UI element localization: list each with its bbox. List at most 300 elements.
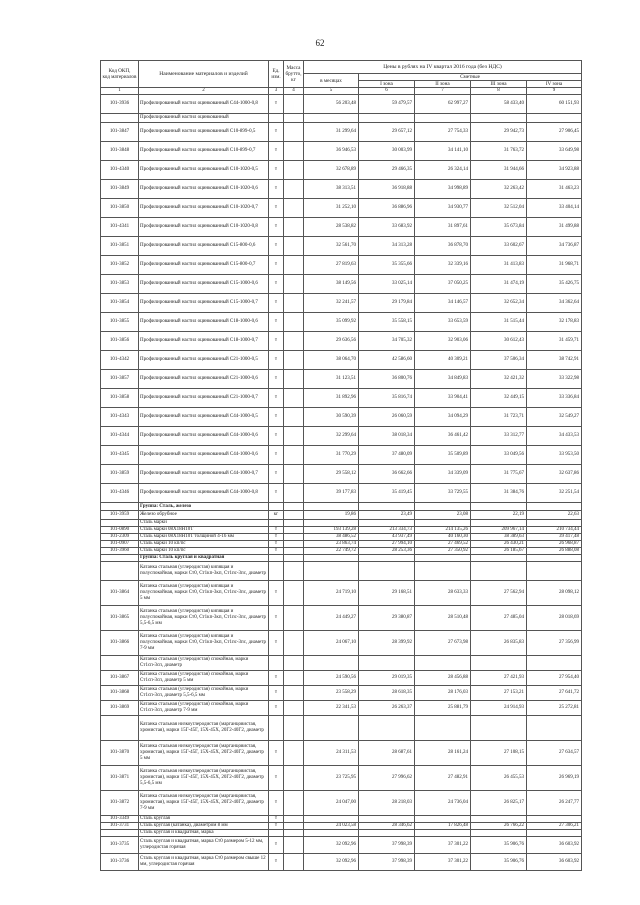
cell-price: 32 512,04 — [471, 199, 527, 218]
cell-code: 101-3864 — [101, 581, 139, 606]
cell-price: 31 499,88 — [527, 218, 582, 237]
cell-price — [359, 656, 415, 671]
cell-code: 101-0907 — [101, 541, 139, 548]
cell-code: 101-3850 — [101, 199, 139, 218]
cell-mass — [284, 631, 304, 656]
cell-price: 27 153,21 — [471, 686, 527, 701]
cell-price: 27 641,72 — [527, 686, 582, 701]
cell-price: 31 892,96 — [304, 389, 359, 408]
column-number: 8 — [471, 88, 527, 95]
cell-price: 28 346,62 — [359, 823, 415, 830]
cell-price: 27 994,10 — [359, 541, 415, 548]
cell-mass — [284, 123, 304, 142]
cell-price — [304, 555, 359, 562]
cell-mass — [284, 830, 304, 837]
cell-price: 27 954,40 — [527, 671, 582, 686]
cell-name: Катанка стальная низкоуглеродистая (марганцовистая, хромистая), марки 15Г-45Г, 15Х-45Х, 20Г2-40Г2, диаметр — [139, 716, 269, 741]
cell-price: 24 719,10 — [304, 581, 359, 606]
cell-code — [101, 830, 139, 837]
cell-price — [359, 520, 415, 527]
cell-unit: т — [269, 766, 284, 791]
cell-price — [527, 555, 582, 562]
cell-name: Катанка стальная (углеродистая) спокойная, марки Ст1сп-3сп, диаметр 5,5-6,5 мм — [139, 686, 269, 701]
cell-code: 101-3870 — [101, 741, 139, 766]
cell-code — [101, 555, 139, 562]
cell-price: 32 903,06 — [415, 332, 471, 351]
cell-unit: т — [269, 95, 284, 114]
cell-name: Профилированный настил оцинкованный С44-1000-0,8 — [139, 484, 269, 503]
cell-price: 34 141,10 — [415, 142, 471, 161]
cell-name: Катанка стальная (углеродистая) спокойная, марки Ст1сп-3сп, диаметр 7-9 мм — [139, 701, 269, 716]
cell-code: 101-3849 — [101, 180, 139, 199]
cell-unit — [269, 656, 284, 671]
table-row — [101, 503, 582, 511]
table-row — [101, 218, 582, 237]
cell-unit: т — [269, 837, 284, 854]
table-row — [101, 465, 582, 484]
cell-price: 33 312,77 — [471, 427, 527, 446]
table-row — [101, 237, 582, 256]
cell-price: 27 819,63 — [304, 256, 359, 275]
cell-unit: т — [269, 701, 284, 716]
cell-price: 35 816,74 — [359, 389, 415, 408]
cell-price: 38 149,56 — [304, 275, 359, 294]
cell-name: Профилированный настил оцинкованный С15-800-0,7 — [139, 256, 269, 275]
cell-mass — [284, 548, 304, 555]
cell-unit — [269, 830, 284, 837]
cell-price: 28 618,35 — [359, 686, 415, 701]
cell-mass — [284, 332, 304, 351]
cell-unit: т — [269, 427, 284, 446]
table-row — [101, 294, 582, 313]
table-row — [101, 548, 582, 555]
cell-name: Сталь круглая и квадратная, марка — [139, 830, 269, 837]
cell-unit: т — [269, 180, 284, 199]
cell-price: 32 178,83 — [527, 313, 582, 332]
cell-name: Катанка стальная (углеродистая) кипящая и полуспокойная, марки Ст0, Ст1кп-3кп, Ст1пс-3пс, диаметр 5 мм — [139, 581, 269, 606]
cell-price: 19,86 — [304, 511, 359, 520]
cell-price: 23 558,29 — [304, 686, 359, 701]
cell-price: 24 590,56 — [304, 671, 359, 686]
table-row — [101, 671, 582, 686]
cell-price: 39 177,83 — [304, 484, 359, 503]
cell-mass — [284, 716, 304, 741]
cell-code: 101-3867 — [101, 671, 139, 686]
cell-price — [415, 562, 471, 581]
cell-price — [304, 562, 359, 581]
cell-price: 38 389,63 — [471, 534, 527, 541]
cell-price — [527, 562, 582, 581]
cell-price: 33 404,14 — [527, 199, 582, 218]
cell-unit: т — [269, 218, 284, 237]
cell-price: 33 649,98 — [527, 142, 582, 161]
cell-price: 35 419,45 — [359, 484, 415, 503]
cell-price: 24 023,58 — [304, 823, 359, 830]
cell-code: 101-4344 — [101, 427, 139, 446]
cell-mass — [284, 294, 304, 313]
cell-price: 28 538,82 — [304, 218, 359, 237]
cell-price: 34 362,64 — [527, 294, 582, 313]
column-number: 4 — [284, 88, 304, 95]
cell-price: 22 749,72 — [304, 548, 359, 555]
cell-price: 24 914,93 — [471, 701, 527, 716]
table-header — [101, 61, 582, 95]
cell-code: 101-3868 — [101, 686, 139, 701]
header-name: Наименование материалов и изделий — [139, 61, 269, 88]
cell-name: Профилированный настил оцинкованный С44-1000-0,5 — [139, 408, 269, 427]
cell-price: 24 311,53 — [304, 741, 359, 766]
cell-price: 31 463,23 — [527, 180, 582, 199]
cell-price: 26 185,67 — [471, 548, 527, 555]
table-row — [101, 520, 582, 527]
cell-mass — [284, 503, 304, 511]
cell-price: 210 734,44 — [527, 527, 582, 534]
cell-code: 101-3736 — [101, 854, 139, 871]
cell-code: 101-4341 — [101, 218, 139, 237]
table-row — [101, 701, 582, 716]
cell-price: 23,49 — [359, 511, 415, 520]
cell-price: 22 341,53 — [304, 701, 359, 716]
cell-name: Профилированный настил оцинкованный С10-1020-0,5 — [139, 161, 269, 180]
cell-price — [471, 114, 527, 123]
cell-price: 26 835,83 — [471, 631, 527, 656]
column-number: 1 — [101, 88, 139, 95]
cell-unit — [269, 562, 284, 581]
cell-unit: т — [269, 854, 284, 871]
cell-price: 26 455,53 — [471, 766, 527, 791]
cell-price: 28 510,48 — [415, 606, 471, 631]
cell-code — [101, 656, 139, 671]
cell-price — [471, 520, 527, 527]
cell-unit: т — [269, 161, 284, 180]
cell-mass — [284, 854, 304, 871]
cell-price — [471, 656, 527, 671]
cell-price: 34 705,32 — [359, 332, 415, 351]
cell-unit: т — [269, 237, 284, 256]
cell-price: 31 123,51 — [304, 370, 359, 389]
table-body — [101, 95, 582, 871]
cell-code: 101-3851 — [101, 237, 139, 256]
cell-mass — [284, 237, 304, 256]
cell-code: 101-3735 — [101, 837, 139, 854]
table-row — [101, 716, 582, 741]
cell-price: 33 049,56 — [471, 446, 527, 465]
cell-price: 29 466,35 — [359, 161, 415, 180]
table-row — [101, 686, 582, 701]
table-row — [101, 656, 582, 671]
header-zone-1: I зона — [359, 81, 415, 88]
cell-price: 27 562,94 — [471, 581, 527, 606]
cell-code: 101-3871 — [101, 766, 139, 791]
cell-code: 101-3866 — [101, 631, 139, 656]
cell-mass — [284, 823, 304, 830]
cell-name: Сталь марки 10 кп/пс — [139, 541, 269, 548]
cell-name: Группа: Сталь круглая и квадратная — [139, 555, 269, 562]
cell-price — [359, 816, 415, 823]
cell-price: 213 334,73 — [359, 527, 415, 534]
cell-mass — [284, 370, 304, 389]
header-mass: Масса брутто, кг — [284, 61, 304, 88]
cell-price: 31 384,76 — [471, 484, 527, 503]
table-row — [101, 527, 582, 534]
cell-price: 32 299,64 — [304, 427, 359, 446]
cell-price — [359, 562, 415, 581]
cell-price: 36 878,70 — [415, 237, 471, 256]
cell-name: Сталь круглая и квадратная, марка Ст0 размером 5-12 мм, углеродистая горячая — [139, 837, 269, 854]
cell-price: 31 763,72 — [471, 142, 527, 161]
cell-price: 27 634,57 — [527, 741, 582, 766]
cell-mass — [284, 656, 304, 671]
cell-code: 101-3858 — [101, 389, 139, 408]
cell-price — [415, 520, 471, 527]
table-row — [101, 332, 582, 351]
cell-name: Профилированный настил оцинкованный С15-1000-0,6 — [139, 275, 269, 294]
cell-price: 34 094,29 — [415, 408, 471, 427]
cell-price: 26 968,87 — [527, 541, 582, 548]
cell-price: 35 426,75 — [527, 275, 582, 294]
table-row — [101, 854, 582, 871]
cell-name: Катанка стальная (углеродистая) кипящая и полуспокойная, марки Ст0, Ст1кп-3кп, Ст1пс-3пс, диаметр 5,5-6,5 мм — [139, 606, 269, 631]
cell-price — [415, 555, 471, 562]
cell-price — [415, 114, 471, 123]
table-row — [101, 581, 582, 606]
cell-price: 33 602,67 — [471, 237, 527, 256]
cell-price: 27 485,04 — [471, 606, 527, 631]
cell-price: 27 754,33 — [415, 123, 471, 142]
cell-price — [471, 503, 527, 511]
table-row — [101, 606, 582, 631]
cell-price: 34 930,77 — [415, 199, 471, 218]
cell-price: 62 997,27 — [415, 95, 471, 114]
table-row — [101, 142, 582, 161]
cell-mass — [284, 741, 304, 766]
cell-name: Сталь марки — [139, 520, 269, 527]
cell-price: 37 050,25 — [415, 275, 471, 294]
cell-price: 34 849,83 — [415, 370, 471, 389]
table-row — [101, 816, 582, 823]
cell-price: 37 301,22 — [415, 837, 471, 854]
cell-unit: т — [269, 313, 284, 332]
cell-unit — [269, 520, 284, 527]
cell-unit: т — [269, 294, 284, 313]
cell-price: 33 904,41 — [415, 389, 471, 408]
cell-price: 33 025,14 — [359, 275, 415, 294]
cell-mass — [284, 275, 304, 294]
cell-unit: т — [269, 484, 284, 503]
cell-price: 33 322,98 — [527, 370, 582, 389]
cell-unit: т — [269, 370, 284, 389]
cell-price: 31 413,83 — [471, 256, 527, 275]
cell-price — [359, 716, 415, 741]
cell-price: 34 433,53 — [527, 427, 582, 446]
table-row — [101, 562, 582, 581]
cell-price: 29 019,35 — [359, 671, 415, 686]
header-unit: Ед. изм. — [269, 61, 284, 88]
cell-unit: т — [269, 581, 284, 606]
cell-unit: кг — [269, 511, 284, 520]
table-row — [101, 837, 582, 854]
cell-price: 32 652,34 — [471, 294, 527, 313]
cell-price: 37 506,34 — [471, 351, 527, 370]
table-row — [101, 161, 582, 180]
cell-price: 58 433,40 — [471, 95, 527, 114]
cell-name: Сталь марки 10 кп/пс — [139, 548, 269, 555]
cell-name: Профилированный настил оцинкованный С15-1000-0,7 — [139, 294, 269, 313]
cell-price — [471, 562, 527, 581]
header-price-base: в месяцах — [304, 74, 359, 88]
cell-price: 34 313,28 — [359, 237, 415, 256]
cell-mass — [284, 114, 304, 123]
cell-price — [415, 830, 471, 837]
cell-unit: т — [269, 541, 284, 548]
cell-mass — [284, 520, 304, 527]
cell-mass — [284, 555, 304, 562]
table-row — [101, 427, 582, 446]
cell-price: 34 339,09 — [415, 465, 471, 484]
cell-price — [527, 830, 582, 837]
cell-price: 31 897,61 — [415, 218, 471, 237]
cell-name: Профилированный настил оцинкованный С44-1000-0,7 — [139, 465, 269, 484]
cell-price: 28 687,61 — [359, 741, 415, 766]
cell-name: Профилированный настил оцинкованный С10-1020-0,7 — [139, 199, 269, 218]
cell-price: 36 800,76 — [359, 370, 415, 389]
cell-price: 32 241,57 — [304, 294, 359, 313]
cell-code: 101-3859 — [101, 465, 139, 484]
cell-name: Профилированный настил оцинкованный С44-1000-0,6 — [139, 427, 269, 446]
cell-price: 59 479,57 — [359, 95, 415, 114]
cell-price: 32 449,15 — [471, 389, 527, 408]
cell-price: 26 969,19 — [527, 766, 582, 791]
cell-price: 22,63 — [527, 511, 582, 520]
table-row — [101, 351, 582, 370]
cell-mass — [284, 199, 304, 218]
cell-price: 29 636,56 — [304, 332, 359, 351]
cell-name: Катанка стальная (углеродистая) спокойная, марки Ст1сп-3сп, диаметр 5 мм — [139, 671, 269, 686]
cell-code: 101-3960 — [101, 548, 139, 555]
cell-name: Сталь круглая — [139, 816, 269, 823]
table-row — [101, 123, 582, 142]
cell-unit: т — [269, 142, 284, 161]
cell-mass — [284, 161, 304, 180]
cell-name: Катанка стальная низкоуглеродистая (марганцовистая, хромистая), марки 15Г-45Г, 15Х-45Х, 20Г2-40Г2, диаметр 7-9 мм — [139, 791, 269, 816]
cell-mass — [284, 686, 304, 701]
cell-code: 101-3855 — [101, 313, 139, 332]
cell-price: 209 967,14 — [471, 527, 527, 534]
header-prices: Цены в рублях на IV квартал 2016 года (без НДС) — [304, 61, 582, 74]
cell-name: Профилированный настил оцинкованный С15-800-0,6 — [139, 237, 269, 256]
page-number: 62 — [315, 38, 325, 48]
cell-price: 30 612,43 — [471, 332, 527, 351]
cell-code: 101-4345 — [101, 446, 139, 465]
cell-price: 29 179,84 — [359, 294, 415, 313]
cell-mass — [284, 142, 304, 161]
cell-price: 29 942,73 — [471, 123, 527, 142]
cell-price — [527, 816, 582, 823]
cell-price: 32 251,54 — [527, 484, 582, 503]
cell-unit: т — [269, 527, 284, 534]
cell-unit: т — [269, 686, 284, 701]
cell-unit: т — [269, 791, 284, 816]
cell-price: 33 336,84 — [527, 389, 582, 408]
cell-unit: т — [269, 332, 284, 351]
cell-mass — [284, 816, 304, 823]
cell-mass — [284, 511, 304, 520]
table-row — [101, 370, 582, 389]
cell-unit: т — [269, 351, 284, 370]
table-row — [101, 313, 582, 332]
cell-code — [101, 503, 139, 511]
cell-price: 26 263,37 — [359, 701, 415, 716]
cell-price — [471, 816, 527, 823]
cell-mass — [284, 484, 304, 503]
cell-code: 101-4342 — [101, 351, 139, 370]
cell-price: 37 480,09 — [359, 446, 415, 465]
cell-price — [415, 816, 471, 823]
cell-price: 36 946,53 — [304, 142, 359, 161]
table-row — [101, 766, 582, 791]
cell-price — [527, 503, 582, 511]
cell-unit — [269, 555, 284, 562]
cell-code — [101, 114, 139, 123]
cell-unit: т — [269, 199, 284, 218]
cell-code: 101-3872 — [101, 791, 139, 816]
cell-unit: т — [269, 123, 284, 142]
cell-mass — [284, 527, 304, 534]
cell-price: 31 944,66 — [471, 161, 527, 180]
cell-code: 101-3853 — [101, 275, 139, 294]
cell-name: Катанка стальная (углеродистая) кипящая и полуспокойная, марки Ст0, Ст1кп-3кп, Ст1пс-3пс, диаметр 7-9 мм — [139, 631, 269, 656]
column-numbers-row — [101, 88, 582, 95]
cell-mass — [284, 427, 304, 446]
cell-price: 40 309,21 — [415, 351, 471, 370]
cell-price — [304, 114, 359, 123]
cell-price: 60 151,93 — [527, 95, 582, 114]
cell-price: 28 456,88 — [415, 671, 471, 686]
cell-price: 27 673,98 — [415, 631, 471, 656]
cell-unit: т — [269, 823, 284, 830]
cell-price: 24 449,27 — [304, 606, 359, 631]
cell-price: 30 003,99 — [359, 142, 415, 161]
cell-code: 101-3865 — [101, 606, 139, 631]
cell-unit: т — [269, 534, 284, 541]
header-zone-3: III зона — [471, 81, 527, 88]
cell-price: 31 459,71 — [527, 332, 582, 351]
cell-price: 32 339,16 — [415, 256, 471, 275]
cell-price: 33 683,92 — [359, 218, 415, 237]
cell-code — [101, 716, 139, 741]
cell-unit: т — [269, 275, 284, 294]
cell-price: 26 247,77 — [527, 791, 582, 816]
cell-mass — [284, 534, 304, 541]
cell-price — [471, 555, 527, 562]
cell-mass — [284, 256, 304, 275]
cell-price: 36 461,42 — [415, 427, 471, 446]
cell-name: Профилированный настил оцинкованный С21-1000-0,7 — [139, 389, 269, 408]
cell-name: Профилированный настил оцинкованный С44-1000-0,8 — [139, 95, 269, 114]
cell-unit: т — [269, 256, 284, 275]
cell-price: 38 486,52 — [304, 534, 359, 541]
cell-mass — [284, 465, 304, 484]
cell-price: 28 399,92 — [359, 631, 415, 656]
table-row — [101, 830, 582, 837]
cell-price: 33 653,59 — [415, 313, 471, 332]
cell-price — [415, 503, 471, 511]
cell-price: 32 092,96 — [304, 837, 359, 854]
cell-name: Профилированный настил оцинкованный С10-1020-0,8 — [139, 218, 269, 237]
cell-code: 101-4343 — [101, 408, 139, 427]
cell-name: Сталь круглая (катанка), диаметром 8 мм — [139, 823, 269, 830]
cell-price: 26 825,17 — [471, 791, 527, 816]
